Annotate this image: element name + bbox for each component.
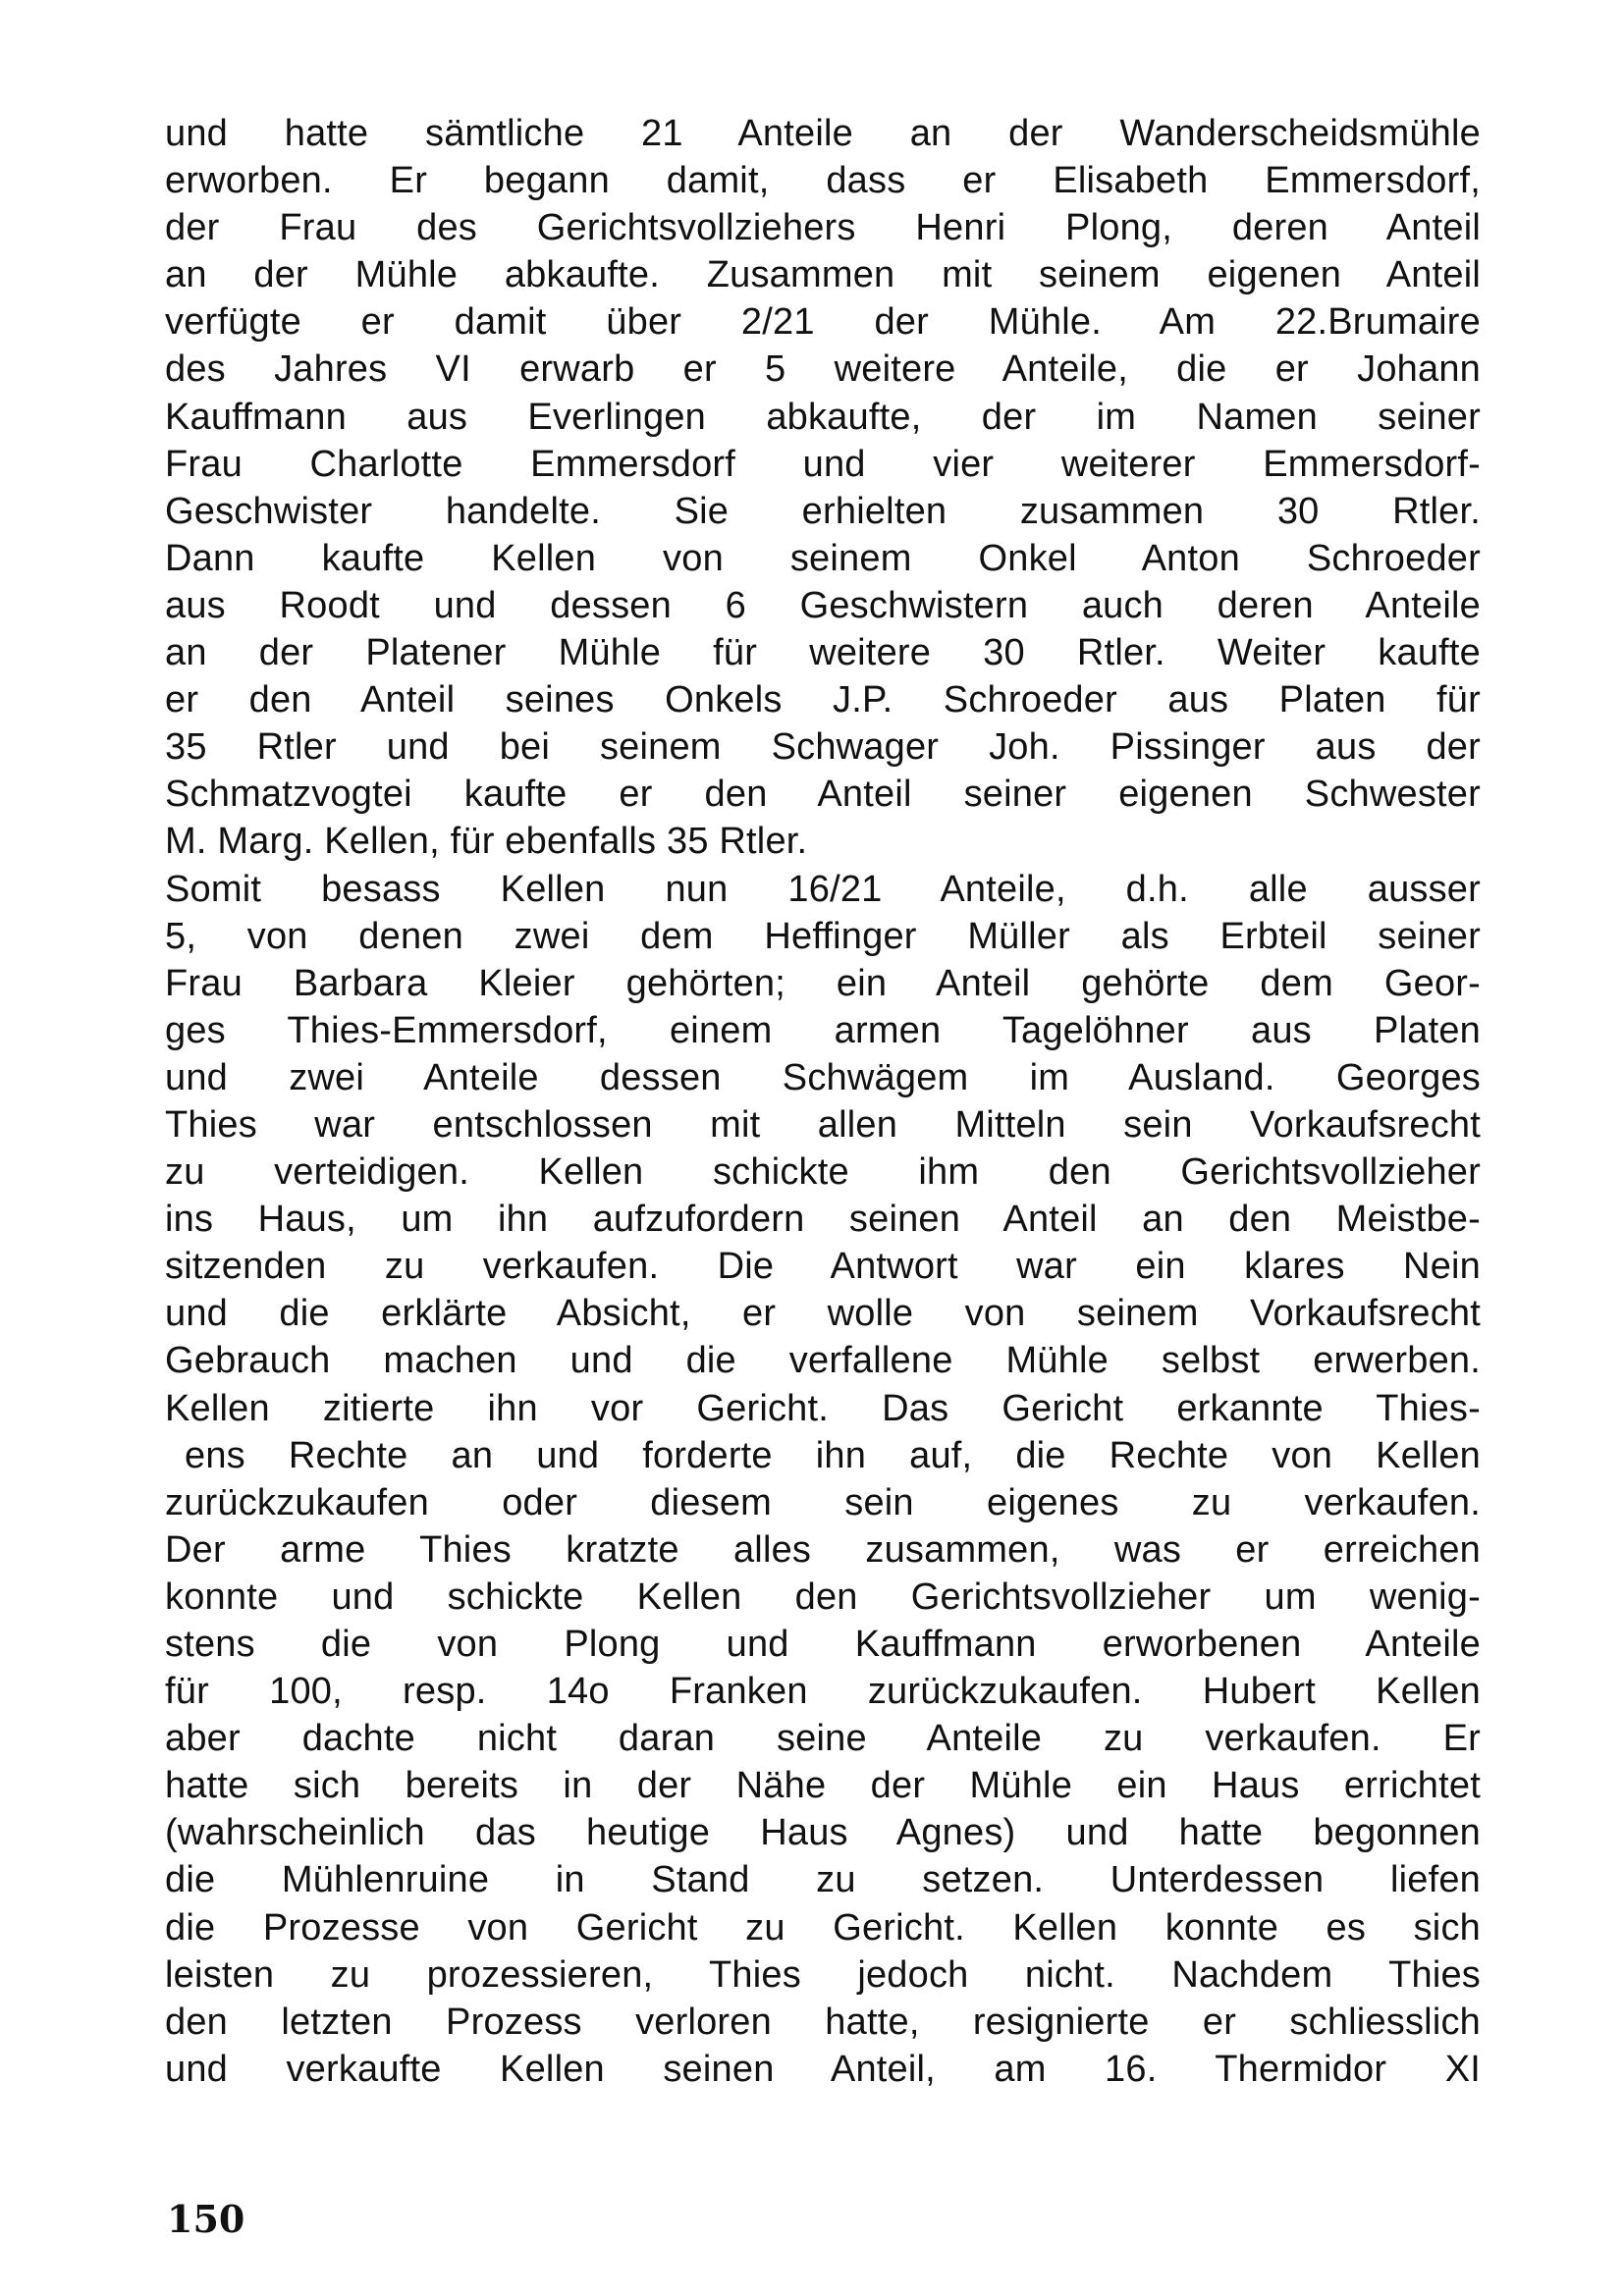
text-line-28: Kellen zitierte ihn vor Gericht. Das Gericht erkannte Thies- — [165, 1387, 1481, 1429]
text-line-13: er den Anteil seines Onkels J.P. Schroeder aus Platen für — [165, 679, 1481, 721]
text-line-34: für 100, resp. 14o Franken zurückzukaufen. Hubert Kellen — [165, 1671, 1481, 1713]
text-line-17: Somit besass Kellen nun 16/21 Anteile, d.h. alle ausser — [165, 868, 1481, 910]
text-line-7: Kauffmann aus Everlingen abkaufte, der im Namen seiner — [165, 396, 1481, 438]
text-line-15: Schmatzvogtei kaufte er den Anteil seiner eigenen Schwester — [165, 774, 1481, 816]
text-line-41: den letzten Prozess verloren hatte, resignierte er schliesslich — [165, 2001, 1481, 2043]
text-line-37: (wahrscheinlich das heutige Haus Agnes) und hatte begonnen — [165, 1812, 1481, 1854]
text-line-35: aber dachte nicht daran seine Anteile zu verkaufen. Er — [165, 1718, 1481, 1760]
text-line-5: verfügte er damit über 2/21 der Mühle. Am 22.Brumaire — [165, 301, 1481, 344]
text-line-27: Gebrauch machen und die verfallene Mühle selbst erwerben. — [165, 1340, 1481, 1382]
text-line-14: 35 Rtler und bei seinem Schwager Joh. Pissinger aus der — [165, 726, 1481, 769]
body-text — [165, 110, 1481, 2093]
text-line-40: leisten zu prozessieren, Thies jedoch nicht. Nachdem Thies — [165, 1953, 1481, 1996]
page-number: 150 — [167, 2197, 245, 2241]
text-line-38: die Mühlenruine in Stand zu setzen. Unterdessen liefen — [165, 1859, 1481, 1901]
text-line-39: die Prozesse von Gericht zu Gericht. Kellen konnte es sich — [165, 1906, 1481, 1949]
text-line-25: sitzenden zu verkaufen. Die Antwort war ein klares Nein — [165, 1246, 1481, 1288]
text-line-33: stens die von Plong und Kauffmann erworbenen Anteile — [165, 1624, 1481, 1665]
text-line-30: zurückzukaufen oder diesem sein eigenes zu verkaufen. — [165, 1481, 1481, 1523]
text-line-6: des Jahres VI erwarb er 5 weitere Anteile, die er Johann — [165, 348, 1481, 391]
text-line-19: Frau Barbara Kleier gehörten; ein Anteil gehörte dem Geor- — [165, 962, 1481, 1004]
text-line-9: Geschwister handelte. Sie erhielten zusammen 30 Rtler. — [165, 490, 1481, 532]
text-line-26: und die erklärte Absicht, er wolle von seinem Vorkaufsrecht — [165, 1293, 1481, 1335]
text-line-42: und verkaufte Kellen seinen Anteil, am 16. Thermidor XI — [165, 2048, 1481, 2090]
text-line-23: zu verteidigen. Kellen schickte ihm den Gerichtsvollzieher — [165, 1151, 1481, 1194]
text-line-32: konnte und schickte Kellen den Gerichtsvollzieher um wenig- — [165, 1575, 1481, 1618]
text-line-18: 5, von denen zwei dem Heffinger Müller als Erbteil seiner — [165, 915, 1481, 957]
text-line-10: Dann kaufte Kellen von seinem Onkel Anton Schroeder — [165, 537, 1481, 579]
text-line-24: ins Haus, um ihn aufzufordern seinen Anteil an den Meistbe- — [165, 1199, 1481, 1241]
text-line-11: aus Roodt und dessen 6 Geschwistern auch deren Anteile — [165, 584, 1481, 626]
text-line-20: ges Thies-Emmersdorf, einem armen Tagelöhner aus Platen — [165, 1009, 1481, 1051]
text-line-12: an der Platener Mühle für weitere 30 Rtler. Weiter kaufte — [165, 632, 1481, 674]
text-line-3: der Frau des Gerichtsvollziehers Henri Plong, deren Anteil — [165, 207, 1481, 249]
text-line-31: Der arme Thies kratzte alles zusammen, was er erreichen — [165, 1528, 1481, 1571]
text-line-2: erworben. Er begann damit, dass er Elisabeth Emmersdorf, — [165, 160, 1481, 202]
text-line-29: ens Rechte an und forderte ihn auf, die Rechte von Kellen — [185, 1434, 1481, 1476]
text-line-16: M. Marg. Kellen, für ebenfalls 35 Rtler. — [165, 821, 808, 863]
text-line-21: und zwei Anteile dessen Schwägem im Ausland. Georges — [165, 1056, 1481, 1098]
text-line-36: hatte sich bereits in der Nähe der Mühle ein Haus errichtet — [165, 1765, 1481, 1807]
text-line-1: und hatte sämtliche 21 Anteile an der Wanderscheidsmühle — [165, 113, 1481, 154]
text-line-22: Thies war entschlossen mit allen Mitteln sein Vorkaufsrecht — [165, 1103, 1481, 1146]
text-line-8: Frau Charlotte Emmersdorf und vier weiterer Emmersdorf- — [165, 443, 1481, 485]
text-line-4: an der Mühle abkaufte. Zusammen mit seinem eigenen Anteil — [165, 254, 1481, 296]
